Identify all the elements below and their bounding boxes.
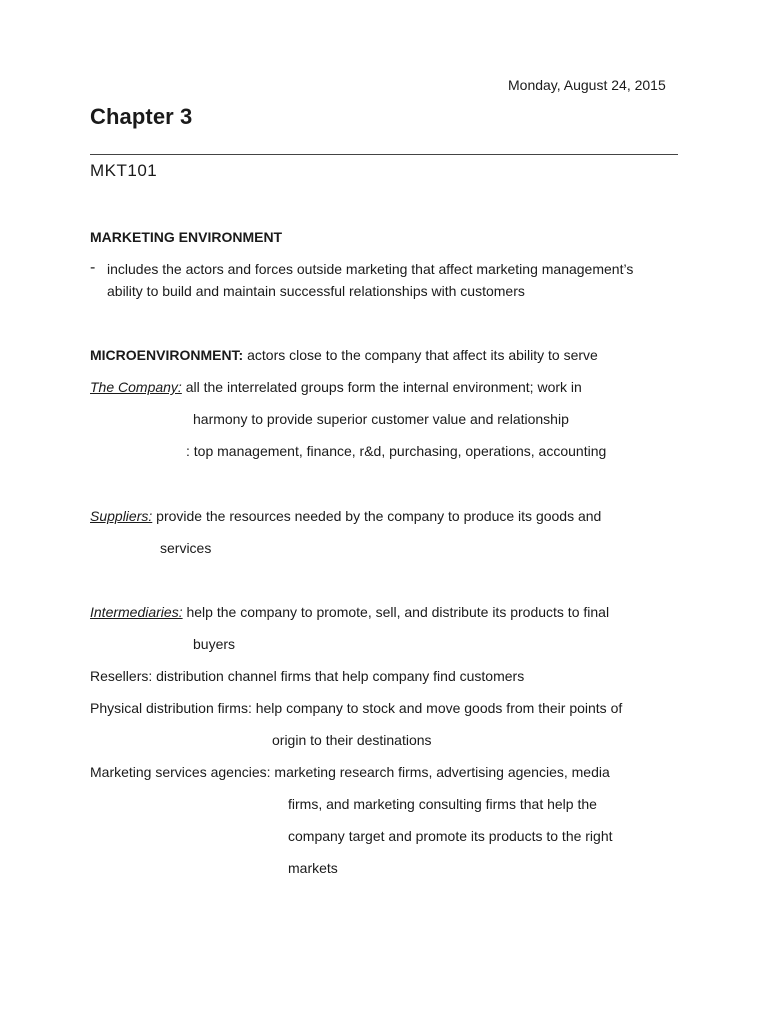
course-code: MKT101 — [90, 161, 158, 180]
microenvironment-text: actors close to the company that affect its ability to serve — [247, 347, 598, 363]
services-agencies-line3: company target and promote its products to the right — [288, 828, 613, 844]
suppliers-term: Suppliers: — [90, 508, 153, 524]
bullet-marker: - — [90, 259, 96, 276]
services-agencies-line2: firms, and marketing consulting firms that help the — [288, 796, 597, 812]
title-divider — [90, 154, 678, 155]
resellers-line: Resellers: distribution channel firms that help company find customers — [90, 668, 525, 684]
marketing-environment-heading: MARKETING ENVIRONMENT — [90, 229, 283, 245]
suppliers-text-line2: services — [160, 540, 212, 556]
chapter-title: Chapter 3 — [90, 104, 193, 129]
suppliers-text-line1: provide the resources needed by the company to produce its goods and — [156, 508, 602, 524]
company-text-line3: : top management, finance, r&d, purchasing, operations, accounting — [186, 443, 607, 459]
microenvironment-line — [90, 347, 598, 363]
intermediaries-text-line1: help the company to promote, sell, and distribute its products to final — [186, 604, 610, 620]
intermediaries-term: Intermediaries: — [90, 604, 183, 620]
intermediaries-line1 — [90, 604, 609, 620]
microenvironment-heading: MICROENVIRONMENT: — [90, 347, 244, 363]
services-agencies-line4: markets — [288, 860, 338, 876]
physical-distribution-line1: Physical distribution firms: help company to stock and move goods from their points of — [90, 700, 623, 716]
marketing-environment-definition-line2: ability to build and maintain successful relationships with customers — [107, 283, 525, 299]
company-term: The Company: — [90, 379, 182, 395]
document-date: Monday, August 24, 2015 — [508, 77, 666, 93]
intermediaries-text-line2: buyers — [193, 636, 236, 652]
marketing-environment-definition-line1: includes the actors and forces outside marketing that affect marketing management’s — [107, 261, 634, 277]
services-agencies-line1: Marketing services agencies: marketing research firms, advertising agencies, media — [90, 764, 610, 780]
physical-distribution-line2: origin to their destinations — [272, 732, 432, 748]
suppliers-line1 — [90, 508, 601, 524]
company-text-line2: harmony to provide superior customer value and relationship — [193, 411, 569, 427]
company-line1 — [90, 379, 582, 395]
company-text-line1: all the interrelated groups form the internal environment; work in — [185, 379, 582, 395]
